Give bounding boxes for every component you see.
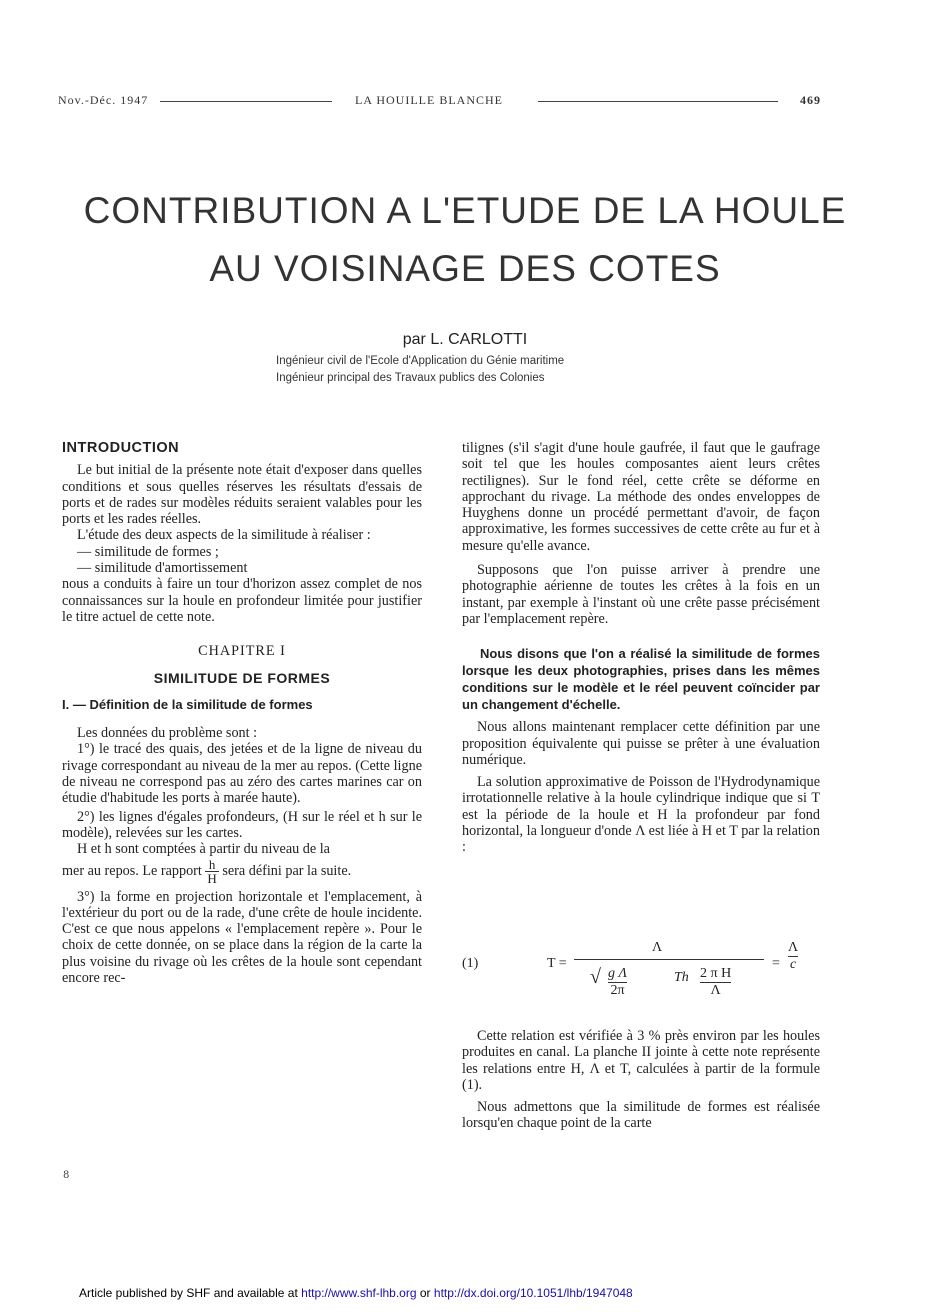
paragraph: Supposons que l'on puisse arriver à prendre une photographie aérienne de toutes les crêtes à la fois en un instant, par exemple à l'instant où une crête passe précisément par l'emplacement repère. [462, 562, 820, 627]
paragraph: H et h sont comptées à partir du niveau de la [77, 841, 330, 858]
paragraph: Le but initial de la présente note était d'exposer dans quelles conditions et sous quelles réserves les résultats d'essais de ports et de rades sur modèles réduits seraient valables pour les ports et les rades réelles. [62, 462, 422, 528]
paragraph: tilignes (s'il s'agit d'une houle gaufrée, il faut que le gaufrage soit tel que les houles composantes aient leurs crêtes rectilignes). Sur le fond réel, cette crête se déforme en approchant du rivage. La méthode des ondes enveloppes de Huyghens donne un procédé permettant d'avoir, de façon approximative, les formes successives de cette crête au fur et à mesure qu'elle avance. [462, 440, 820, 554]
equation-1 [462, 940, 832, 1010]
tanh-symbol: Th [674, 970, 689, 985]
equation-lhs: T = [547, 956, 567, 971]
sqrt-symbol: √ [590, 966, 601, 988]
equation-label: (1) [462, 956, 479, 971]
article-title-line2: AU VOISINAGE DES COTES [209, 248, 721, 289]
header-rule-right [538, 101, 778, 102]
paragraph: La solution approximative de Poisson de l'Hydrodynamique irrotationnelle relative à la houle cylindrique indique que si T est la période de la houle et H la profondeur par fond horizontal, la longueur d'onde Λ est liée à H et T par la relation : [462, 774, 820, 856]
chapter-title: SIMILITUDE DE FORMES [153, 669, 331, 686]
paragraph: Nous allons maintenant remplacer cette définition par une proposition équivalente qui puisse se prêter à une évaluation numérique. [462, 719, 820, 768]
paragraph: nous a conduits à faire un tour d'horizon assez complet de nos connaissances sur la houle en profondeur limitée pour justifier le titre actuel de cette note. [62, 576, 422, 625]
equation-rhs: Λ c [788, 940, 799, 972]
ratio-h-over-H: $\frac{h}{H}$ [207, 856, 217, 886]
tanh-argument: 2 π H Λ [700, 966, 732, 998]
byline-prefix: par [402, 331, 426, 348]
equation-equals: = [772, 956, 780, 971]
byline [0, 331, 930, 349]
header-rule-left [160, 101, 332, 102]
article-title-line1: CONTRIBUTION A L'ETUDE DE LA HOULE [83, 190, 847, 231]
right-column-continued [462, 1028, 820, 1132]
header-date: Nov.-Déc. 1947 [58, 93, 149, 107]
doi-link[interactable]: http://dx.doi.org/10.1051/lhb/1947048 [433, 1286, 633, 1300]
sqrt-fraction: g Λ 2π [608, 966, 627, 998]
paragraph: 1°) le tracé des quais, des jetées et de la ligne de niveau du rivage correspondant au niveau de la mer au repos. (Cette ligne de niveau ne correspond pas au zéro des cartes marines car on étudie d'habitude les ports à marée haute). [62, 741, 422, 807]
bold-definition: Nous disons que l'on a réalisé la similitude de formes lorsque les deux photographies, prises dans les mêmes conditions sur le modèle et le réel peuvent coïncider par un changement d'échelle. [462, 646, 820, 713]
paragraph-with-ratio: mer au repos. Le rapport $\frac{h}{H}$ sera défini par la suite. [62, 856, 352, 886]
paragraph: Les données du problème sont : [77, 725, 258, 742]
list-item: — similitude de formes ; [77, 543, 219, 560]
right-column [462, 440, 820, 856]
shf-link[interactable]: http://www.shf-lhb.org [301, 1286, 417, 1300]
footer: Article published by SHF and available at http://www.shf-lhb.org or http://dx.doi.org/10.1051/lhb/1947048 [79, 1286, 633, 1300]
affiliation-1: Ingénieur civil de l'Ecole d'Application du Génie maritime [276, 355, 565, 367]
paragraph: Cette relation est vérifiée à 3 % près environ par les houles produites en canal. La planche II jointe à cette note représente les relations entre H, Λ et T, calculées à partir de la formule (1). [462, 1028, 820, 1093]
list-item: — similitude d'amortissement [77, 560, 248, 577]
header-page-number: 469 [800, 93, 821, 107]
header-journal: LA HOUILLE BLANCHE [355, 93, 503, 107]
introduction-heading: INTRODUCTION [62, 440, 180, 456]
paragraph: 3°) la forme en projection horizontale et l'emplacement, à l'extérieur du port ou de la rade, d'une crête de houle incidente. C'est ce que nous appelons « l'emplacement repère ». Pour le choix de cette donnée, on se place dans la région de la carte la plus voisine du rivage où les crêtes de la houle sont cependant encore rec- [62, 888, 422, 987]
equation-numerator: Λ [652, 940, 663, 955]
page-mark: 8 [63, 1170, 70, 1181]
left-column [62, 440, 422, 986]
paragraph: 2°) les lignes d'égales profondeurs, (H sur le réel et h sur le modèle), relevées sur les cartes. [62, 808, 422, 841]
paragraph: L'étude des deux aspects de la similitude à réaliser : [77, 527, 371, 544]
chapter-number: CHAPITRE I [198, 643, 286, 660]
affiliation-2: Ingénieur principal des Travaux publics des Colonies [276, 372, 545, 384]
fraction-bar [574, 959, 764, 960]
author-name: L. CARLOTTI [430, 331, 528, 348]
section-heading: I. — Définition de la similitude de formes [62, 696, 313, 712]
paragraph: Nous admettons que la similitude de formes est réalisée lorsqu'en chaque point de la carte [462, 1099, 820, 1132]
